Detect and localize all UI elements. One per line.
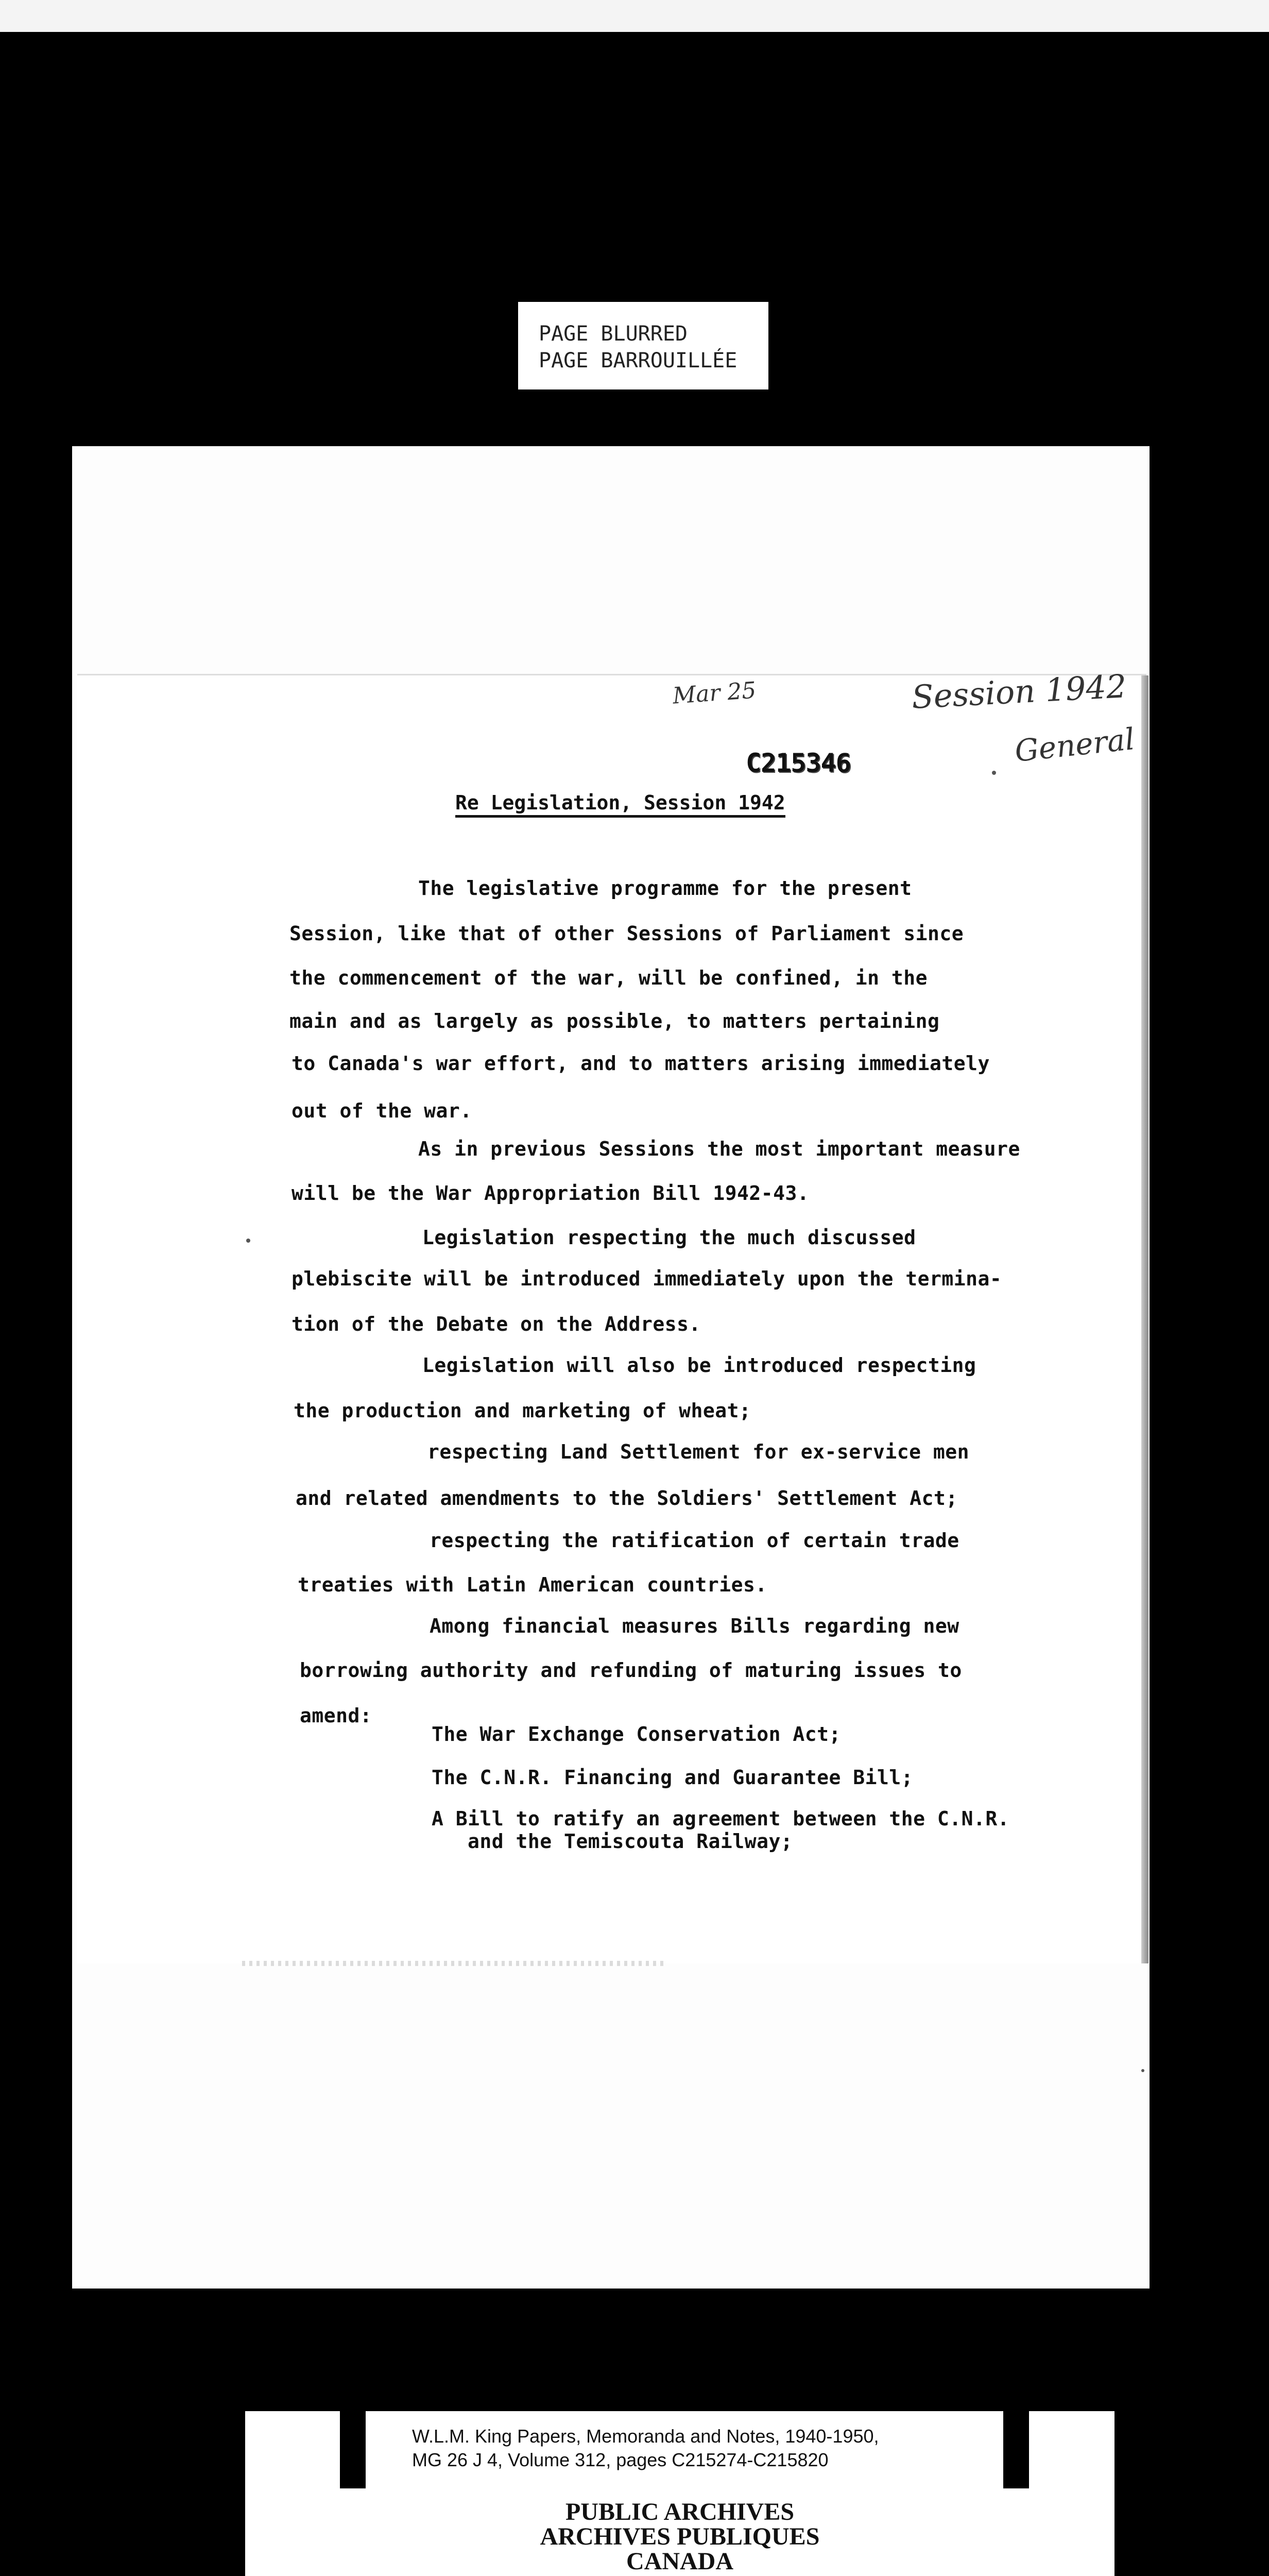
body-line: borrowing authority and refunding of maturing issues to	[300, 1659, 962, 1682]
citation-line: W.L.M. King Papers, Memoranda and Notes, 1940-1950,	[412, 2426, 879, 2447]
body-line: and the Temiscouta Railway;	[468, 1830, 793, 1853]
card-tab-right	[1003, 2411, 1029, 2488]
body-line: the commencement of the war, will be confined, in the	[289, 967, 928, 989]
body-line: Legislation will also be introduced respecting	[422, 1354, 976, 1377]
ink-mark	[992, 771, 996, 775]
archives-stamp	[245, 2500, 1114, 2574]
handwritten-general: General	[1013, 721, 1137, 769]
body-line: amend:	[300, 1704, 372, 1727]
body-line: As in previous Sessions the most important measure	[418, 1138, 1020, 1160]
archives-line-english: PUBLIC ARCHIVES	[565, 2498, 795, 2526]
body-line: respecting the ratification of certain trade	[430, 1529, 959, 1552]
body-line: will be the War Appropriation Bill 1942-43.	[291, 1182, 810, 1205]
body-line: respecting Land Settlement for ex-service men	[427, 1440, 970, 1463]
body-line: A Bill to ratify an agreement between the C.N.R.	[432, 1807, 1010, 1830]
body-line: Among financial measures Bills regarding new	[430, 1615, 959, 1637]
ink-mark	[1141, 2069, 1144, 2072]
handwritten-date: Mar 25	[672, 677, 757, 709]
body-line: Legislation respecting the much discussed	[422, 1226, 916, 1249]
body-line: main and as largely as possible, to matters pertaining	[289, 1010, 940, 1032]
body-line: plebiscite will be introduced immediately upon the termina-	[291, 1267, 1002, 1290]
blur-label-english: PAGE BLURRED	[539, 322, 688, 346]
archives-line-french: ARCHIVES PUBLIQUES	[540, 2523, 820, 2550]
body-line: The legislative programme for the present	[418, 877, 912, 900]
citation-line: MG 26 J 4, Volume 312, pages C215274-C215820	[412, 2449, 829, 2470]
body-line: The C.N.R. Financing and Guarantee Bill;	[432, 1766, 914, 1789]
body-line: treaties with Latin American countries.	[298, 1573, 767, 1596]
blur-label-french: PAGE BARROUILLÉE	[539, 349, 738, 372]
page-edge-shadow	[1141, 675, 1148, 1963]
body-line: the production and marketing of wheat;	[294, 1399, 751, 1422]
handwritten-session: Session 1942	[911, 667, 1128, 716]
archive-citation	[412, 2425, 879, 2472]
document-title: Re Legislation, Session 1942	[455, 791, 785, 818]
body-line: to Canada's war effort, and to matters arising immediately	[291, 1052, 990, 1075]
archives-line-country: CANADA	[626, 2548, 733, 2575]
body-line: tion of the Debate on the Address.	[291, 1313, 701, 1335]
reference-number: C215346	[746, 748, 851, 778]
film-top-strip	[0, 0, 1269, 32]
ink-mark	[246, 1239, 250, 1243]
page-blurred-label	[518, 302, 768, 389]
body-line: out of the war.	[291, 1099, 472, 1122]
body-line: Session, like that of other Sessions of Parliament since	[289, 922, 964, 945]
scan-smudge	[242, 1961, 664, 1966]
body-line: and related amendments to the Soldiers' Settlement Act;	[296, 1487, 958, 1510]
body-line: The War Exchange Conservation Act;	[432, 1723, 841, 1745]
card-tab-left	[340, 2411, 366, 2488]
